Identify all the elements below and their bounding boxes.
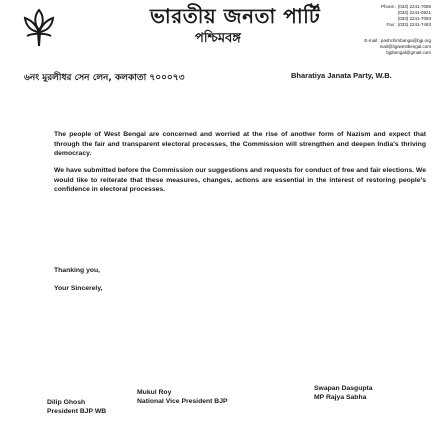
signatory-role: MP Rajya Sabha (314, 394, 367, 401)
contact-email-3: bjpbengal@gmail.com (386, 50, 431, 55)
signatory-1 (47, 398, 106, 416)
state-unit-bengali: পশ্চিমবঙ্গ (195, 31, 241, 46)
contact-phone-2: (033) 2241-0921 (397, 10, 431, 15)
signatory-name: Swapan Dasgupta (314, 385, 373, 392)
closing-thanks: Thanking you, (54, 267, 101, 274)
signatory-role: President BJP WB (47, 408, 107, 415)
contact-phone-3: (033) 2241-7093 (397, 16, 431, 21)
signatory-role: National Vice President BJP (137, 398, 228, 405)
party-name-english: Bharatiya Janata Party, W.B. (291, 71, 392, 80)
party-name-bengali: ভারতীয় জনতা পার্টি (150, 4, 321, 28)
contact-block (321, 4, 431, 56)
contact-email-1: E-mail : pashchimbanga@bjp.org (364, 38, 431, 43)
signatory-3 (314, 384, 373, 402)
body-paragraph-1: The people of West Bengal are concerned and worried at the rise of another form of Nazism and expect that through the fair and transparent electoral processes, the Commission will strengthen and deepen India's thriving democracy. (54, 131, 426, 157)
body-paragraph-2: We have submitted before the Commission our suggestions and requests for conduct of free and fair elections. We would like to reiterate that these measures, changes, actions are essential in the interest of restoring people's confidence in electoral processes. (54, 167, 426, 193)
closing-sincerely: Your Sincerely, (54, 285, 103, 292)
signatory-2 (137, 388, 228, 406)
contact-fax: Fax : (033) 2241-7463 (386, 22, 431, 27)
contact-email-2: mail@bjpwestbengal.com (379, 44, 431, 49)
address-bengali: ৬নং মুরলীধর সেন লেন, কলকাতা ৭০০০৭৩ (24, 73, 185, 83)
signatory-name: Dilip Ghosh (47, 399, 86, 406)
contact-phone-1: Phone : (033) 2241-7086 (380, 4, 431, 9)
bjp-lotus-logo-icon (20, 6, 58, 48)
signatory-name: Mukul Roy (137, 389, 172, 396)
